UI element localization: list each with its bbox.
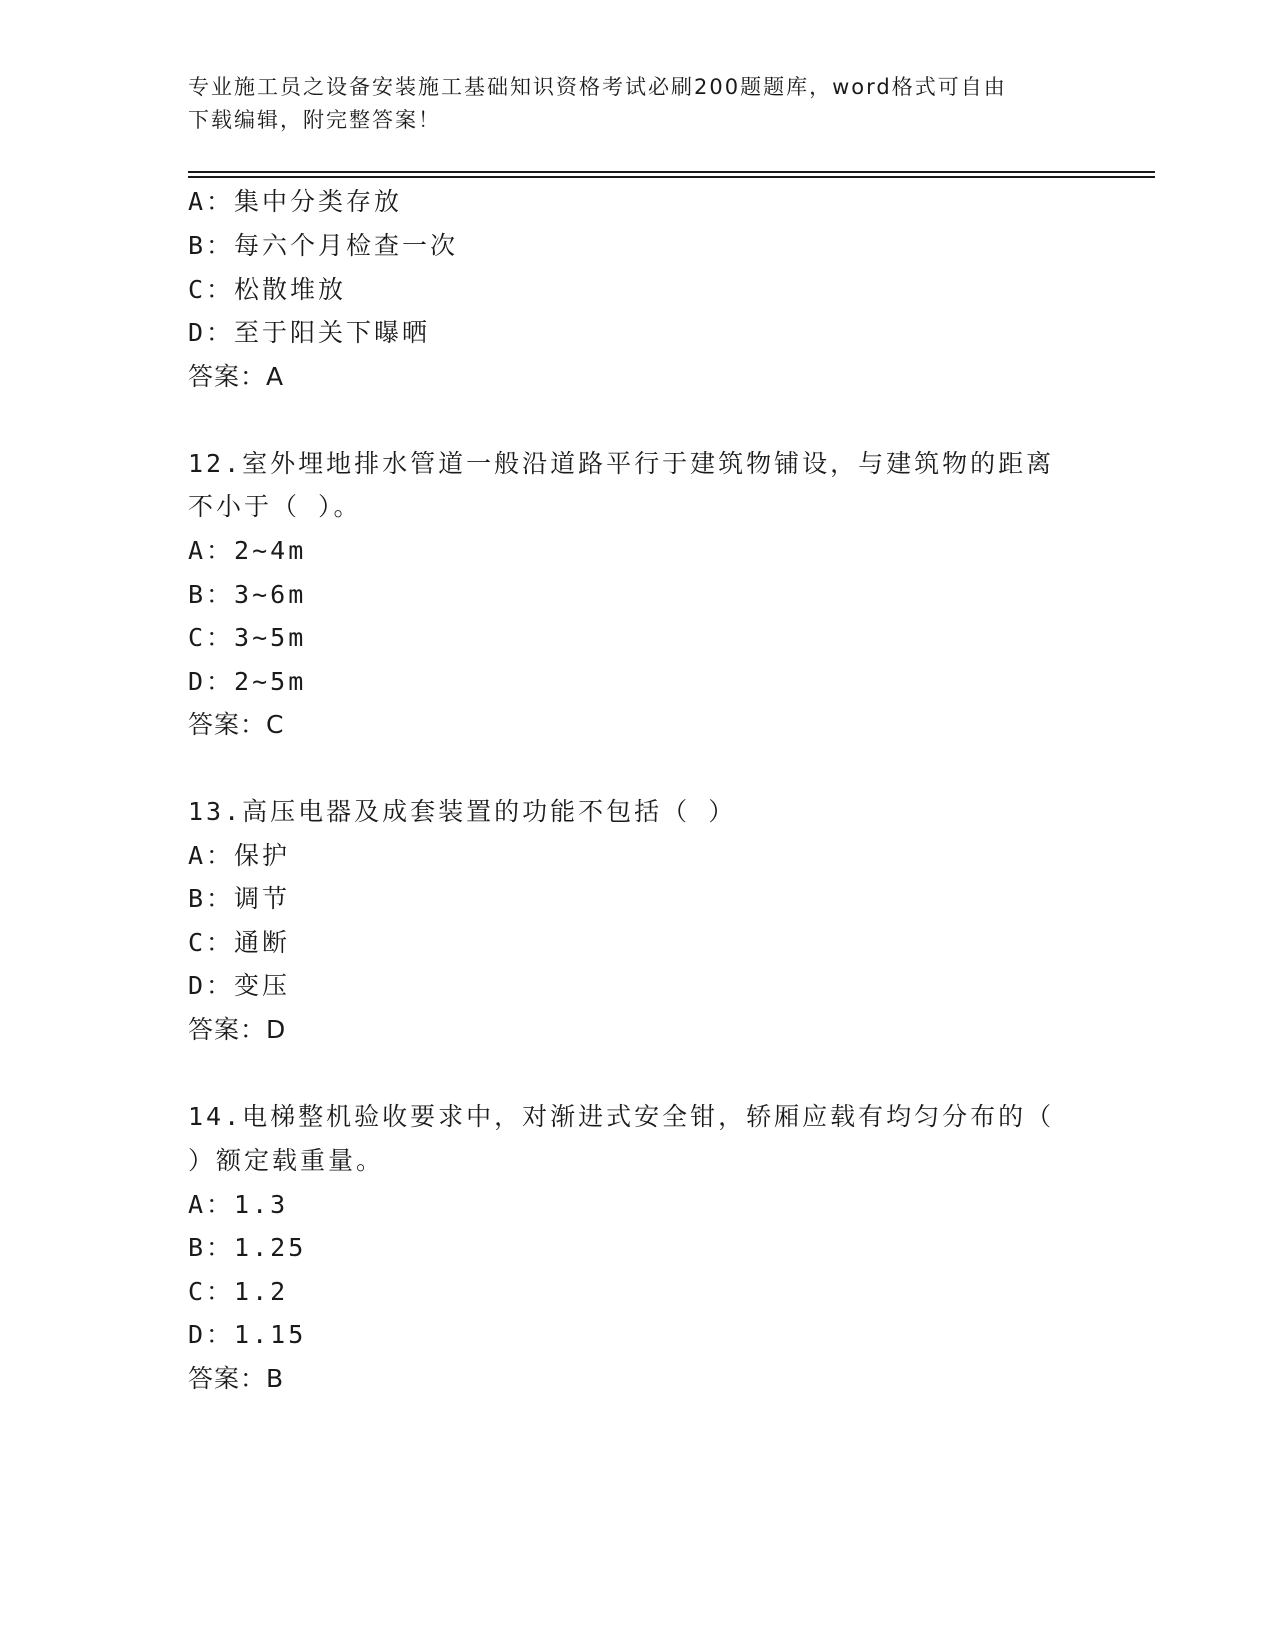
q13-option-d: D：变压 xyxy=(188,971,291,1000)
q13-answer: 答案：D xyxy=(188,1015,287,1044)
q13-option-a: A：保护 xyxy=(188,841,291,870)
q12-stem-line-1: 12.室外埋地排水管道一般沿道路平行于建筑物铺设，与建筑物的距离 xyxy=(188,449,1055,478)
q13-option-c: C：通断 xyxy=(188,928,291,957)
q12-stem-line-2: 不小于（ ）。 xyxy=(188,492,362,521)
q12-answer: 答案：C xyxy=(188,710,285,739)
q13-option-b: B：调节 xyxy=(188,884,291,913)
q13-stem-line-1: 13.高压电器及成套装置的功能不包括（ ） xyxy=(188,797,737,826)
document-title-line-1: 专业施工员之设备安装施工基础知识资格考试必刷200题题库，word格式可自由 xyxy=(188,75,1007,99)
q11-answer: 答案：A xyxy=(188,362,285,391)
document-title-line-2: 下载编辑，附完整答案！ xyxy=(188,108,441,132)
q11-option-a: A：集中分类存放 xyxy=(188,187,403,216)
q12-option-d: D：2~5m xyxy=(188,667,307,696)
q14-option-d: D：1.15 xyxy=(188,1320,307,1349)
q12-option-b: B：3~6m xyxy=(188,580,307,609)
q14-option-b: B：1.25 xyxy=(188,1233,307,1262)
q14-option-a: A：1.3 xyxy=(188,1190,289,1219)
q14-stem-line-2: ）额定载重量。 xyxy=(188,1146,385,1175)
q14-stem-line-1: 14.电梯整机验收要求中，对渐进式安全钳，轿厢应载有均匀分布的（ xyxy=(188,1102,1055,1131)
q11-option-b: B：每六个月检查一次 xyxy=(188,231,459,260)
q11-option-c: C：松散堆放 xyxy=(188,275,347,304)
q12-option-a: A：2~4m xyxy=(188,536,307,565)
q12-option-c: C：3~5m xyxy=(188,623,307,652)
header-divider-bottom xyxy=(188,176,1155,178)
q14-option-c: C：1.2 xyxy=(188,1277,289,1306)
q14-answer: 答案：B xyxy=(188,1364,285,1393)
header-divider-top xyxy=(188,171,1155,173)
q11-option-d: D：至于阳关下曝晒 xyxy=(188,318,431,347)
